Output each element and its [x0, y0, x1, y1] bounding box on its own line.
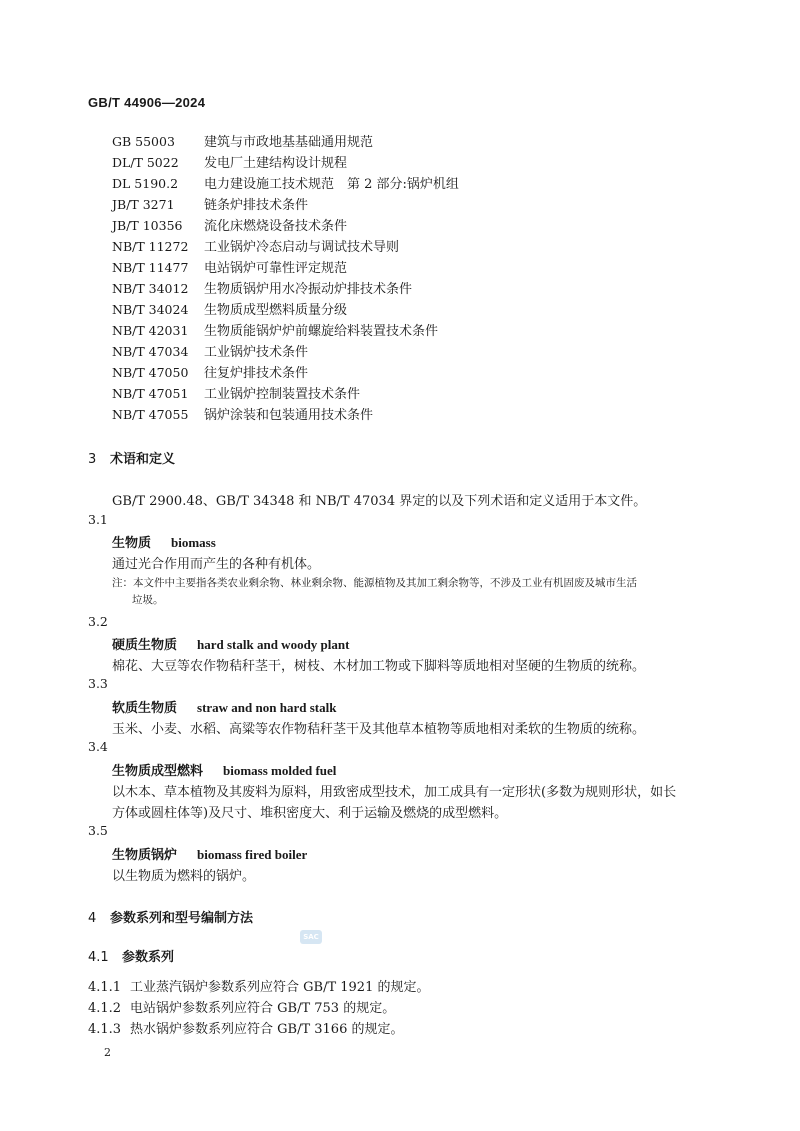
term-zh: 软质生物质: [112, 701, 178, 716]
term-en: straw and non hard stalk: [197, 700, 337, 715]
term-definition: 以生物质为燃料的锅炉。: [112, 869, 256, 884]
reference-code: NB/T 11272: [112, 239, 189, 254]
reference-item: [112, 320, 732, 341]
term-zh: 生物质: [112, 536, 152, 551]
reference-code: NB/T 47055: [112, 407, 189, 422]
section-title: 术语和定义: [110, 452, 176, 467]
term-en: biomass molded fuel: [223, 763, 337, 778]
reference-code: GB 55003: [112, 134, 175, 149]
reference-item: [112, 383, 732, 404]
reference-item: [112, 341, 732, 362]
reference-title: 发电厂土建结构设计规程: [204, 156, 348, 171]
clause: [88, 997, 395, 1016]
reference-code: NB/T 47051: [112, 386, 189, 401]
reference-title: 工业锅炉冷态启动与调试技术导则: [204, 240, 400, 255]
term-heading: [112, 697, 336, 716]
clause-text: 热水锅炉参数系列应符合 GB/T 3166 的规定。: [130, 1022, 404, 1037]
reference-code: NB/T 42031: [112, 323, 189, 338]
reference-title: 生物质能锅炉炉前螺旋给料装置技术条件: [204, 324, 439, 339]
sac-watermark: SAC: [300, 930, 322, 944]
reference-item: [112, 173, 732, 194]
clause-number: 4.1.1: [88, 980, 122, 995]
reference-item: [112, 362, 732, 383]
clause: [88, 1018, 403, 1037]
reference-item: [112, 131, 732, 152]
term-definition: 棉花、大豆等农作物秸秆茎干，树枝、木材加工物或下脚料等质地相对坚硬的生物质的统称。: [112, 659, 646, 674]
term-number: 3.5: [88, 823, 108, 838]
standard-code-header: GB/T 44906—2024: [88, 95, 206, 110]
section-number: 3: [88, 452, 97, 467]
section-number: 4: [88, 911, 97, 926]
reference-code: NB/T 47034: [112, 344, 189, 359]
subsection-title: 参数系列: [122, 950, 175, 965]
reference-title: 锅炉涂装和包装通用技术条件: [204, 408, 374, 423]
reference-title: 往复炉排技术条件: [204, 366, 309, 381]
term-number: 3.2: [88, 614, 108, 629]
term-zh: 生物质成型燃料: [112, 764, 204, 779]
note-line: 垃圾。: [132, 594, 164, 606]
subsection-heading: [88, 946, 174, 965]
term-heading: [112, 760, 336, 779]
reference-item: [112, 215, 732, 236]
section-heading: [88, 907, 253, 926]
reference-item: [112, 236, 732, 257]
reference-item: [112, 257, 732, 278]
reference-title: 流化床燃烧设备技术条件: [204, 219, 348, 234]
reference-code: JB/T 3271: [112, 197, 175, 212]
term-number: 3.4: [88, 739, 108, 754]
reference-code: JB/T 10356: [112, 218, 183, 233]
reference-code: NB/T 34012: [112, 281, 189, 296]
term-en: biomass fired boiler: [197, 847, 308, 862]
reference-item: [112, 299, 732, 320]
term-heading: [112, 532, 216, 551]
reference-code: DL/T 5022: [112, 155, 179, 170]
reference-code: NB/T 47050: [112, 365, 189, 380]
term-heading: [112, 844, 307, 863]
clause-text: 电站锅炉参数系列应符合 GB/T 753 的规定。: [130, 1001, 396, 1016]
term-heading: [112, 634, 349, 653]
term-en: hard stalk and woody plant: [197, 637, 350, 652]
term-definition: 通过光合作用而产生的各种有机体。: [112, 557, 321, 572]
reference-title: 电力建设施工技术规范 第 2 部分:锅炉机组: [204, 177, 459, 192]
term-definition-line: 以木本、草本植物及其废料为原料，用致密成型技术，加工成具有一定形状(多数为规则形状，如长: [112, 785, 677, 800]
reference-item: [112, 278, 732, 299]
note-line: 注：本文件中主要指各类农业剩余物、林业剩余物、能源植物及其加工剩余物等，不涉及工业有机固废及城市生活: [112, 577, 637, 589]
section-title: 参数系列和型号编制方法: [110, 911, 254, 926]
subsection-number: 4.1: [88, 950, 109, 965]
reference-item: [112, 194, 732, 215]
term-number: 3.3: [88, 676, 108, 691]
term-note: [112, 575, 712, 609]
page-number: 2: [104, 1046, 111, 1059]
clause: [88, 976, 429, 995]
section-heading: [88, 448, 175, 467]
reference-item: [112, 404, 732, 425]
term-number: 3.1: [88, 512, 108, 527]
reference-title: 工业锅炉控制装置技术条件: [204, 387, 361, 402]
normative-references-list: [112, 131, 732, 425]
reference-title: 建筑与市政地基基础通用规范: [204, 135, 374, 150]
term-definition: 玉米、小麦、水稻、高粱等农作物秸秆茎干及其他草本植物等质地相对柔软的生物质的统称。: [112, 722, 646, 737]
reference-item: [112, 152, 732, 173]
clause-number: 4.1.2: [88, 1001, 122, 1016]
reference-code: NB/T 34024: [112, 302, 189, 317]
reference-title: 生物质成型燃料质量分级: [204, 303, 348, 318]
reference-code: DL 5190.2: [112, 176, 179, 191]
term-zh: 硬质生物质: [112, 638, 178, 653]
clause-text: 工业蒸汽锅炉参数系列应符合 GB/T 1921 的规定。: [130, 980, 430, 995]
section-intro: GB/T 2900.48、GB/T 34348 和 NB/T 47034 界定的以及下列术语和定义适用于本文件。: [112, 494, 647, 509]
reference-title: 工业锅炉技术条件: [204, 345, 309, 360]
reference-code: NB/T 11477: [112, 260, 189, 275]
term-definition-line: 方体或圆柱体等)及尺寸、堆积密度大、利于运输及燃烧的成型燃料。: [112, 806, 508, 821]
reference-title: 生物质锅炉用水冷振动炉排技术条件: [204, 282, 413, 297]
clause-number: 4.1.3: [88, 1022, 122, 1037]
term-en: biomass: [171, 535, 216, 550]
reference-title: 电站锅炉可靠性评定规范: [204, 261, 348, 276]
reference-title: 链条炉排技术条件: [204, 198, 309, 213]
term-zh: 生物质锅炉: [112, 848, 178, 863]
